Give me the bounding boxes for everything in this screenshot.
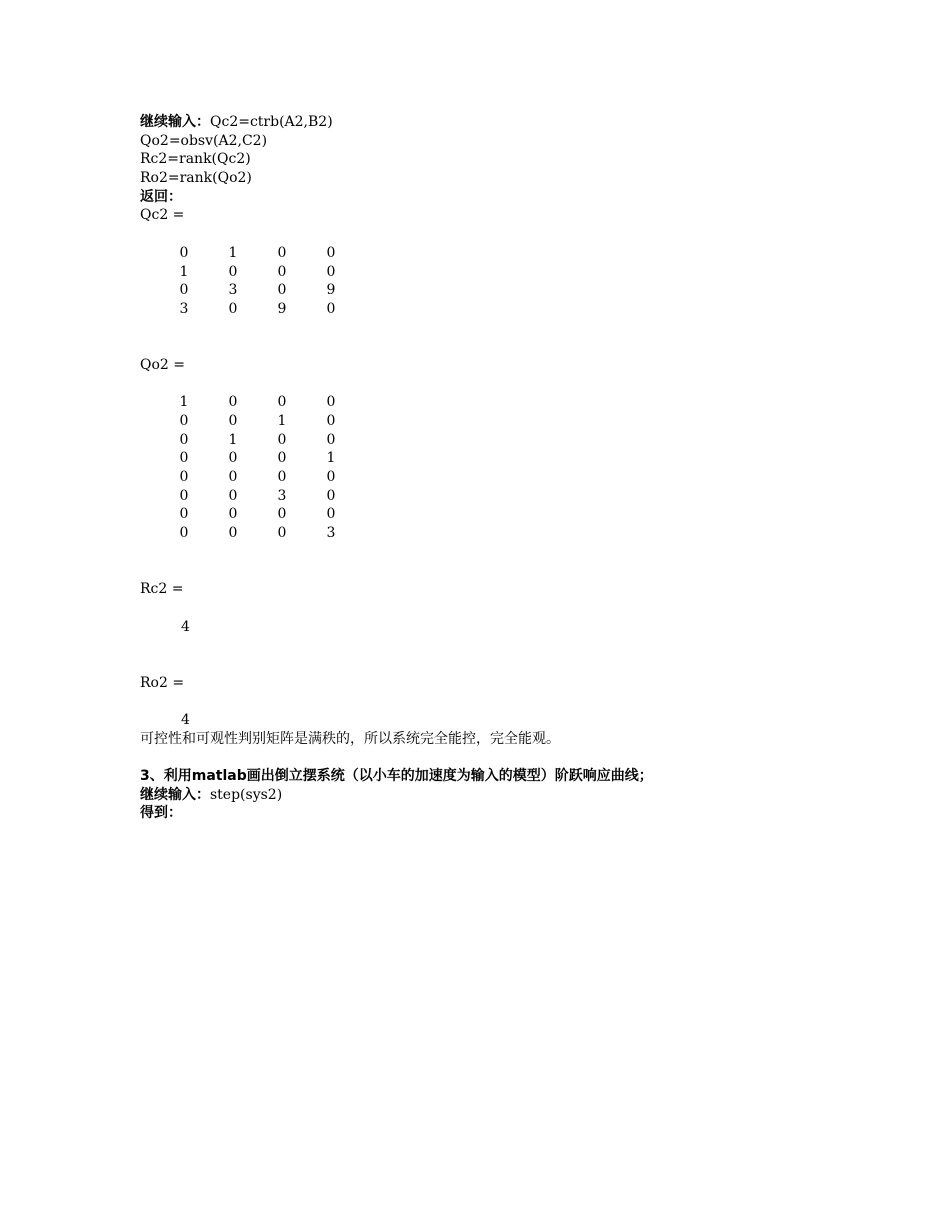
- step-command: step(sys2): [210, 786, 283, 803]
- qo2-cell: 0: [326, 431, 336, 448]
- qo2-cell: 1: [228, 431, 238, 448]
- qc2-row: [140, 244, 840, 263]
- qo2-cell: 0: [179, 450, 189, 467]
- qc2-cell: 0: [228, 300, 238, 317]
- qc2-cell: 9: [277, 300, 287, 317]
- qc2-cell: 9: [326, 282, 336, 299]
- qo2-row: [140, 468, 840, 487]
- command-rank-qo2: Ro2=rank(Qo2): [140, 170, 252, 187]
- qc2-cell: 0: [326, 244, 336, 261]
- qc2-row: [140, 300, 840, 319]
- qo2-cell: 0: [277, 450, 287, 467]
- qo2-row: [140, 449, 840, 468]
- section-3-input-label: 继续输入：: [140, 786, 210, 803]
- command-obsv: Qo2=obsv(A2,C2): [140, 132, 268, 149]
- qo2-cell: 0: [326, 413, 336, 429]
- qc2-cell: 0: [277, 244, 287, 261]
- qo2-cell: 0: [228, 469, 238, 486]
- qo2-cell: 0: [277, 506, 287, 523]
- qo2-cell: 3: [326, 525, 336, 542]
- qo2-header: Qo2 =: [140, 356, 185, 373]
- document-page: [140, 113, 840, 823]
- qc2-cell: 3: [179, 300, 189, 317]
- input-label: 继续输入：: [140, 114, 210, 130]
- qc2-cell: 0: [179, 282, 189, 299]
- qo2-cell: 0: [277, 431, 287, 448]
- qo2-matrix: [140, 393, 840, 543]
- returns-label: 返回：: [140, 188, 182, 205]
- rc2-header: Rc2 =: [140, 581, 184, 598]
- qc2-cell: 0: [326, 300, 336, 317]
- qo2-cell: 0: [179, 431, 189, 448]
- qo2-cell: 0: [179, 487, 189, 504]
- qc2-matrix: [140, 244, 840, 319]
- qo2-cell: 0: [326, 506, 336, 523]
- qo2-cell: 0: [277, 525, 287, 542]
- qo2-cell: 3: [277, 487, 287, 504]
- conclusion-text: 可控性和可观性判别矩阵是满秩的，所以系统完全能控，完全能观。: [140, 730, 560, 747]
- qo2-row: [140, 412, 840, 431]
- rc2-value: 4: [181, 618, 190, 635]
- qo2-cell: 0: [179, 506, 189, 523]
- qo2-cell: 1: [277, 413, 287, 429]
- qc2-row: [140, 281, 840, 300]
- qo2-cell: 0: [179, 469, 189, 486]
- qo2-cell: 0: [228, 394, 238, 411]
- qc2-cell: 0: [326, 263, 336, 280]
- qc2-cell: 0: [228, 263, 238, 280]
- qo2-row: [140, 505, 840, 524]
- qc2-header: Qc2 =: [140, 207, 185, 224]
- qc2-cell: 1: [179, 263, 189, 280]
- section-3-input-line: [140, 786, 840, 805]
- command-rank-qc2: Rc2=rank(Qc2): [140, 151, 251, 168]
- qo2-row: [140, 393, 840, 412]
- qo2-cell: 0: [326, 487, 336, 504]
- input-line: [140, 113, 840, 132]
- qo2-cell: 0: [228, 450, 238, 467]
- ro2-header: Ro2 =: [140, 674, 185, 691]
- command-ctrb: Qc2=ctrb(A2,B2): [210, 114, 333, 130]
- qo2-cell: 0: [277, 469, 287, 486]
- qo2-cell: 1: [179, 394, 189, 411]
- qo2-cell: 1: [326, 450, 336, 467]
- ro2-value: 4: [181, 712, 190, 728]
- section-3-title: 3、利用matlab画出倒立摆系统（以小车的加速度为输入的模型）阶跃响应曲线；: [140, 768, 653, 785]
- qo2-row: [140, 524, 840, 543]
- qc2-cell: 0: [179, 244, 189, 261]
- qc2-cell: 0: [277, 263, 287, 280]
- qo2-cell: 0: [179, 413, 189, 429]
- qo2-row: [140, 487, 840, 506]
- qo2-cell: 0: [326, 394, 336, 411]
- qo2-cell: 0: [228, 413, 238, 429]
- qo2-cell: 0: [179, 525, 189, 542]
- qc2-cell: 3: [228, 282, 238, 299]
- qo2-cell: 0: [228, 506, 238, 523]
- qc2-cell: 1: [228, 244, 238, 261]
- qo2-cell: 0: [228, 525, 238, 542]
- qo2-row: [140, 431, 840, 450]
- qc2-row: [140, 263, 840, 282]
- result-label: 得到：: [140, 805, 182, 822]
- qo2-cell: 0: [228, 487, 238, 504]
- qo2-cell: 0: [277, 394, 287, 411]
- qc2-cell: 0: [277, 282, 287, 299]
- qo2-cell: 0: [326, 469, 336, 486]
